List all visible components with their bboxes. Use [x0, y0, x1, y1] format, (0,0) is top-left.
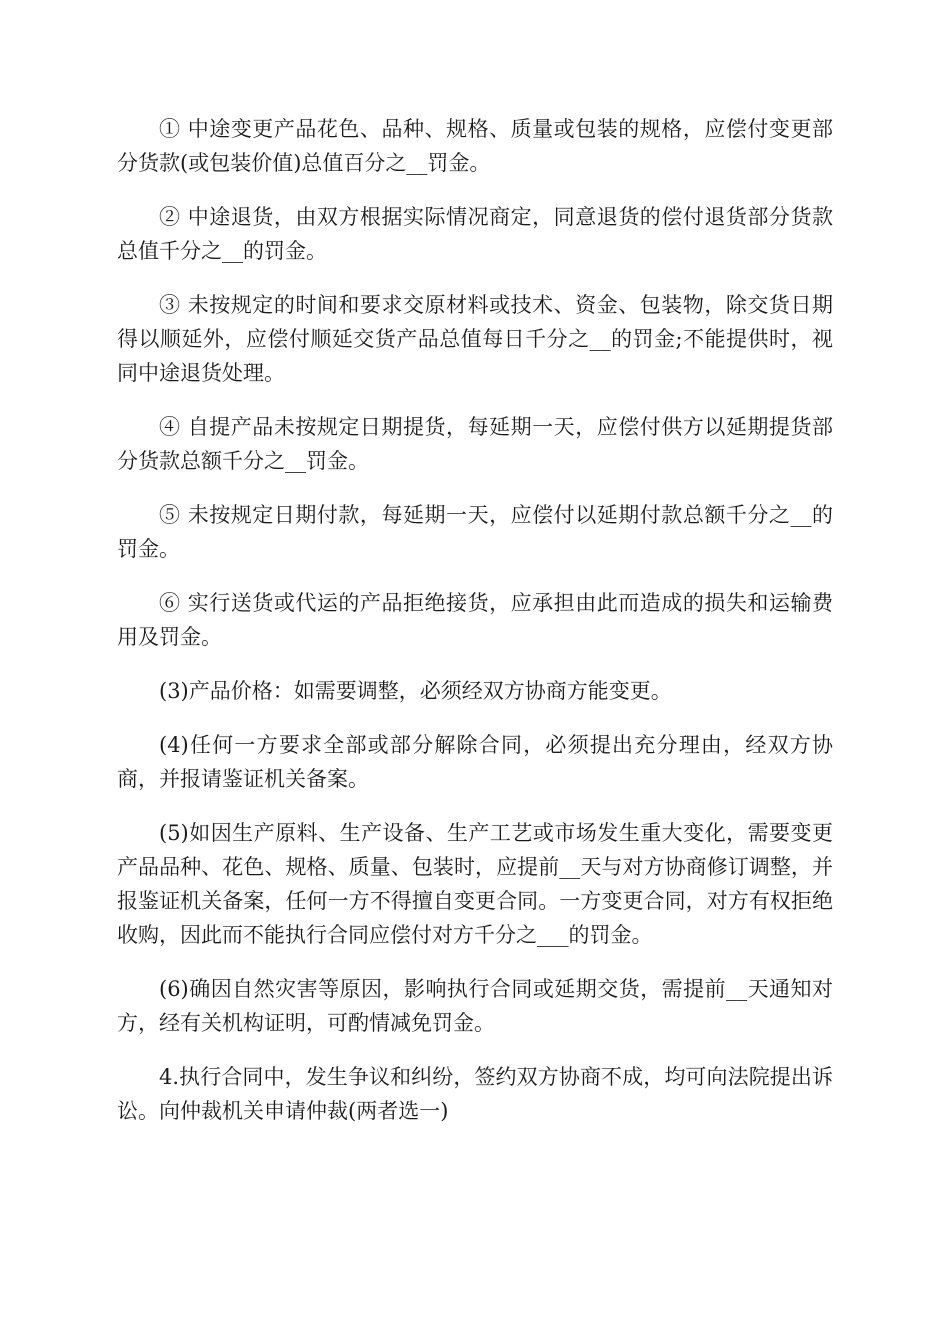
paragraph-penalty-5: ⑤ 未按规定日期付款，每延期一天，应偿付以延期付款总额千分之__的罚金。 — [117, 503, 833, 561]
paragraph-penalty-1: ① 中途变更产品花色、品种、规格、质量或包装的规格，应偿付变更部分货款(或包装价值)总值百分之__罚金。 — [117, 117, 833, 175]
paragraph-penalty-2: ② 中途退货，由双方根据实际情况商定，同意退货的偿付退货部分货款总值千分之__的罚金。 — [117, 205, 833, 263]
paragraph-force-majeure: (6)确因自然灾害等原因，影响执行合同或延期交货，需提前__天通知对方，经有关机构证明，可酌情减免罚金。 — [117, 977, 833, 1035]
paragraph-penalty-6: ⑥ 实行送货或代运的产品拒绝接货，应承担由此而造成的损失和运输费用及罚金。 — [117, 591, 833, 649]
paragraph-price: (3)产品价格：如需要调整，必须经双方协商方能变更。 — [159, 679, 672, 703]
document-page — [117, 112, 833, 1148]
paragraph-change: (5)如因生产原料、生产设备、生产工艺或市场发生重大变化，需要变更产品品种、花色、规格、质量、包装时，应提前__天与对方协商修订调整，并报鉴证机关备案，任何一方不得擅自变更合同。一方变更合同，对方有权拒绝收购，因此而不能执行合同应偿付对方千分之___的罚金。 — [117, 821, 833, 947]
paragraph-penalty-3: ③ 未按规定的时间和要求交原材料或技术、资金、包装物，除交货日期得以顺延外，应偿付顺延交货产品总值每日千分之__的罚金;不能提供时，视同中途退货处理。 — [117, 293, 833, 385]
paragraph-dispute: 4.执行合同中，发生争议和纠纷，签约双方协商不成，均可向法院提出诉讼。向仲裁机关申请仲裁(两者选一) — [117, 1065, 833, 1123]
paragraph-penalty-4: ④ 自提产品未按规定日期提货，每延期一天，应偿付供方以延期提货部分货款总额千分之__罚金。 — [117, 415, 833, 473]
paragraph-termination: (4)任何一方要求全部或部分解除合同，必须提出充分理由，经双方协商，并报请鉴证机关备案。 — [117, 733, 833, 791]
